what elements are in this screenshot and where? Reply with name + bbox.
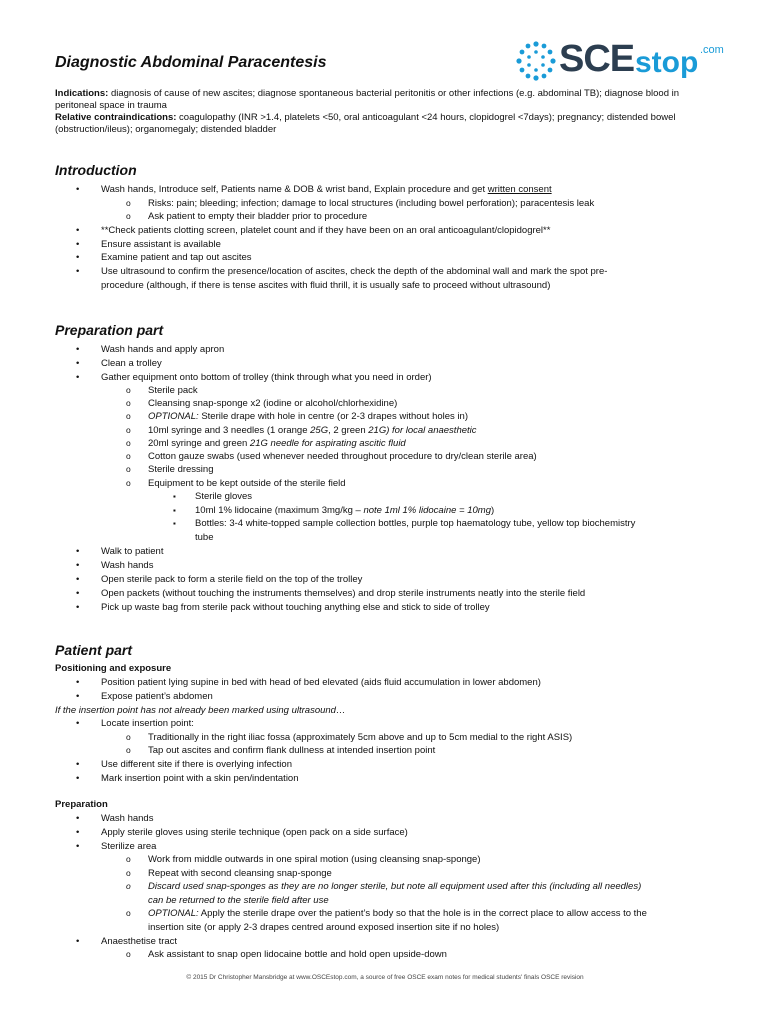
item-text: ) for local anaesthetic [386,425,477,436]
list-item: o Repeat with second cleansing snap-sponge [148,867,332,881]
list-item: • Clean a trolley [101,357,162,371]
list-item: • Wash hands [101,812,153,826]
list-item-cont: tube [195,532,214,543]
logo-stop: stop [635,46,699,79]
item-text: 21G [249,438,268,449]
intro-item-1: Wash hands, Introduce self, Patients name & DOB & wrist band, Explain procedure and get [101,184,488,195]
item-text: 10ml syringe and 3 needles (1 orange [148,425,311,436]
logo-com: .com [700,44,724,56]
indications-label: Indications: [55,88,109,99]
list-item: o Risks: pain; bleeding; infection; damage to local structures (including bowel perforation); paracentesis leak [148,197,594,211]
contraindications-label: Relative contraindications: [55,112,177,123]
patient-heading: Patient part [55,642,133,658]
list-item-cont: insertion site (or apply 2-3 drapes centred around exposed insertion site if no holes) [148,922,500,933]
list-item: • Wash hands [101,559,153,573]
item-text: 25G [310,425,329,436]
introduction-heading: Introduction [55,162,137,178]
item-text: 20ml syringe and green [148,438,250,449]
list-item [101,183,552,197]
item-text: ) [490,505,495,516]
indications-text: diagnosis of cause of new ascites; diagnose spontaneous bacterial peritonitis or other infections (e.g. abdominal TB); diagnose blood in peritoneal space in trauma [55,88,680,111]
list-item: • Sterilize area [101,840,156,854]
written-consent: written consent [487,184,552,195]
list-item: • Ensure assistant is available [101,238,221,252]
list-item: • Open sterile pack to form a sterile field on the top of the trolley [101,573,362,587]
list-item-cont: can be returned to the sterile field after use [148,895,329,906]
item-text: note 1ml 1% lidocaine = 10mg [363,505,491,516]
list-item: • Position patient lying supine in bed with head of bed elevated (aids fluid accumulation in lower abdomen) [101,676,541,690]
item-text: needle for aspirating ascitic fluid [267,438,406,449]
list-item: • **Check patients clotting screen, platelet count and if they have been on an oral anticoagulant/clopidogrel** [101,224,550,238]
list-item: o Sterile dressing [148,463,213,477]
logo-dots-icon [515,40,557,82]
list-item [148,437,406,451]
list-item: • Anaesthetise tract [101,935,177,949]
list-item: • Mark insertion point with a skin pen/indentation [101,772,299,786]
list-item: o Cleansing snap-sponge x2 (iodine or alcohol/chlorhexidine) [148,397,397,411]
item-text: Sterile drape with hole in centre (or 2-3 drapes without holes in) [198,411,468,422]
optional-label: OPTIONAL: [148,908,199,919]
list-item [148,907,647,921]
list-item: o Sterile pack [148,384,198,398]
list-item [148,410,468,424]
list-item-cont: procedure (although, if there is tense ascites with fluid thrill, it is usually safe to proceed without ultrasound) [101,280,551,291]
list-item: o Equipment to be kept outside of the sterile field [148,477,346,491]
preparation-heading: Preparation part [55,322,164,338]
indications-block [55,88,715,136]
item-text: 10ml 1% lidocaine (maximum 3mg/kg – [195,505,364,516]
positioning-subheading: Positioning and exposure [55,663,172,674]
page-title: Diagnostic Abdominal Paracentesis [55,54,327,71]
list-item: o Traditionally in the right iliac fossa (approximately 5cm above and up to 5cm medial to the right ASIS) [148,731,572,745]
list-item: • Wash hands and apply apron [101,343,224,357]
contraindications-text: coagulopathy (INR >1.4, platelets <50, oral anticoagulant <24 hours, clopidogrel <7days); pregnancy; distended bowel (obstruction/ileus); organomegaly; distended bladder [55,112,676,135]
note-text: If the insertion point has not already been marked using ultrasound… [55,705,346,716]
oscestop-logo [515,38,724,82]
list-item: • Pick up waste bag from sterile pack without touching anything else and stick to side of trolley [101,601,490,615]
copyright-footer: © 2015 Dr Christopher Mansbridge at www.OSCEstop.com, a source of free OSCE exam notes for medical students' finals OSCE revision [186,974,584,981]
list-item: • Walk to patient [101,545,163,559]
list-item: • Expose patient’s abdomen [101,690,213,704]
logo-sce: SCE [559,38,635,80]
item-text: , 2 green [328,425,369,436]
list-item: ▪ Bottles: 3-4 white-topped sample collection bottles, purple top haematology tube, yellow top biochemistry [195,517,635,531]
list-item: • Apply sterile gloves using sterile technique (open pack on a side surface) [101,826,408,840]
list-item: o Cotton gauze swabs (used whenever needed throughout procedure to dry/clean sterile area) [148,450,537,464]
item-text: 21G [368,425,387,436]
list-item [148,424,477,438]
list-item: o Discard used snap-sponges as they are no longer sterile, but note all equipment used after this (including all needles) [148,880,641,894]
list-item: o Work from middle outwards in one spiral motion (using cleansing snap-sponge) [148,853,481,867]
preparation-subheading: Preparation [55,799,108,810]
item-text: Apply the sterile drape over the patient’s body so that the hole is in the correct place to allow access to the [198,908,647,919]
list-item: • Use ultrasound to confirm the presence/location of ascites, check the depth of the abdominal wall and mark the spot pre- [101,265,607,279]
list-item: • Examine patient and tap out ascites [101,251,252,265]
list-item: • Locate insertion point: [101,717,194,731]
list-item: o Ask assistant to snap open lidocaine bottle and hold open upside-down [148,948,447,962]
list-item: • Gather equipment onto bottom of trolley (think through what you need in order) [101,371,432,385]
list-item: • Open packets (without touching the instruments themselves) and drop sterile instruments neatly into the sterile field [101,587,585,601]
list-item: • Use different site if there is overlying infection [101,758,292,772]
list-item: o Tap out ascites and confirm flank dullness at intended insertion point [148,744,435,758]
list-item: o Ask patient to empty their bladder prior to procedure [148,210,367,224]
optional-label: OPTIONAL: [148,411,199,422]
list-item [195,504,494,518]
list-item: ▪ Sterile gloves [195,490,252,504]
